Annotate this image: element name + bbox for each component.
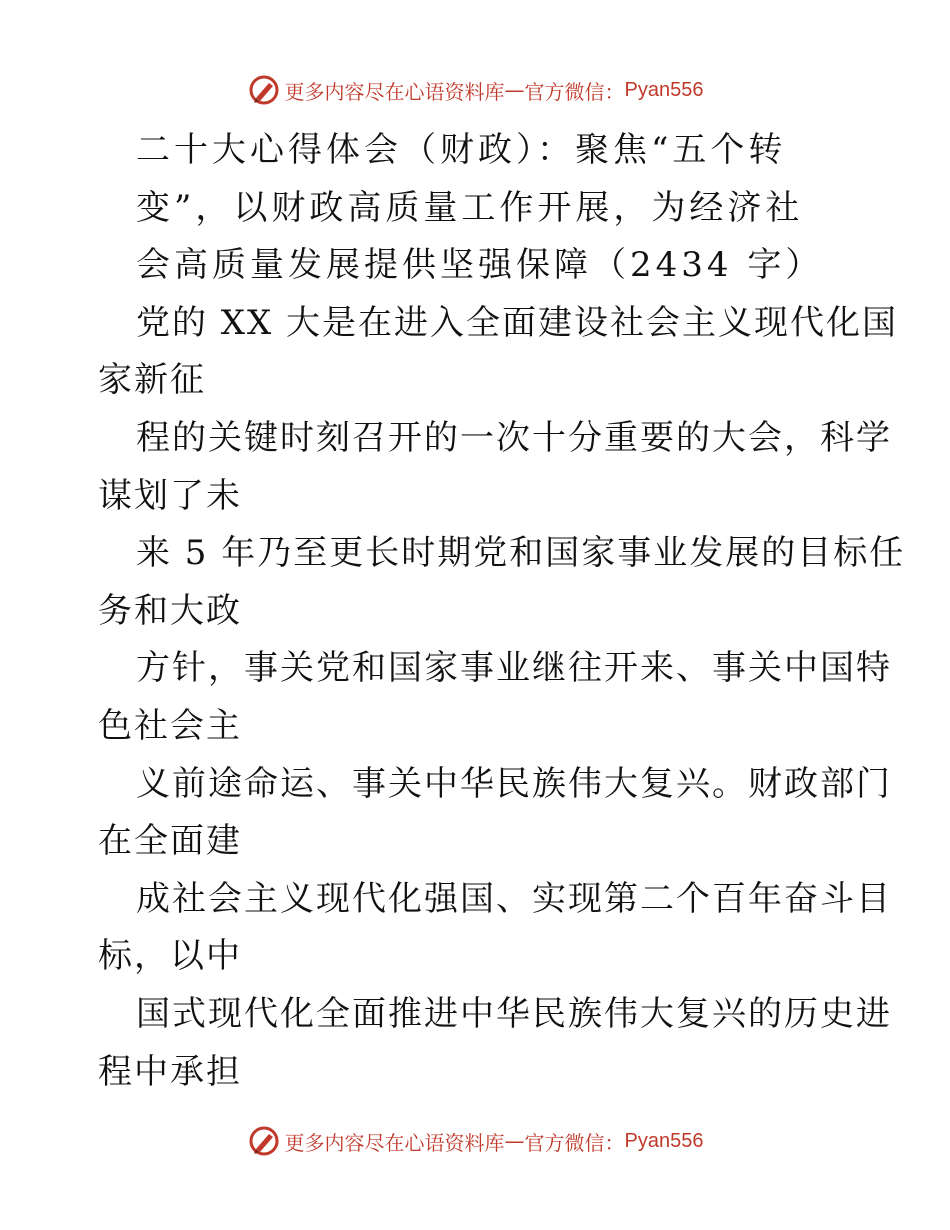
- paragraph-line: 务和大政: [98, 590, 242, 631]
- watermark-label: 官方微信：: [524, 79, 625, 104]
- pen-logo-icon: [247, 1124, 281, 1158]
- watermark-id: Pyan556: [624, 1129, 704, 1152]
- document-title: [98, 122, 858, 295]
- watermark-text: 更多内容尽在心语资料库: [284, 79, 505, 104]
- title-line: 二十大心得体会（财政）：聚焦“五个转: [136, 130, 787, 170]
- paragraph-line: 色社会主: [98, 705, 242, 746]
- watermark-label: 官方微信：: [524, 1130, 625, 1155]
- paragraph-line: 程的关键时刻召开的一次十分重要的大会，科学: [136, 417, 892, 458]
- paragraph-line: 谋划了未: [98, 475, 242, 516]
- document-body: [98, 122, 906, 1101]
- paragraph-line: 义前途命运、事关中华民族伟大复兴。财政部门: [136, 763, 892, 804]
- paragraph-line: 在全面建: [98, 821, 242, 862]
- paragraph-line: 程中承担: [98, 1051, 242, 1092]
- title-line: 变”，以财政高质量工作开展，为经济社: [136, 187, 804, 228]
- title-line: 会高质量发展提供坚强保障（2434 字）: [136, 245, 824, 286]
- document-text: [98, 295, 906, 1101]
- paragraph-line: 党的 XX 大是在进入全面建设社会主义现代化国: [136, 302, 899, 343]
- watermark-text: 更多内容尽在心语资料库: [284, 1130, 505, 1155]
- footer-watermark: [0, 1121, 950, 1161]
- paragraph-line: 成社会主义现代化强国、实现第二个百年奋斗目: [136, 878, 892, 919]
- watermark-separator: —: [504, 1129, 525, 1153]
- paragraph-line: 国式现代化全面推进中华民族伟大复兴的历史进: [136, 993, 892, 1034]
- watermark-separator: —: [504, 78, 525, 102]
- pen-logo-icon: [247, 73, 281, 107]
- paragraph-line: 标，以中: [98, 936, 242, 977]
- header-watermark: [0, 70, 950, 110]
- paragraph-line: 方针，事关党和国家事业继往开来、事关中国特: [136, 648, 892, 689]
- paragraph-line: 家新征: [98, 360, 206, 401]
- watermark-id: Pyan556: [624, 78, 704, 101]
- paragraph-line: 来 5 年乃至更长时期党和国家事业发展的目标任: [136, 533, 906, 574]
